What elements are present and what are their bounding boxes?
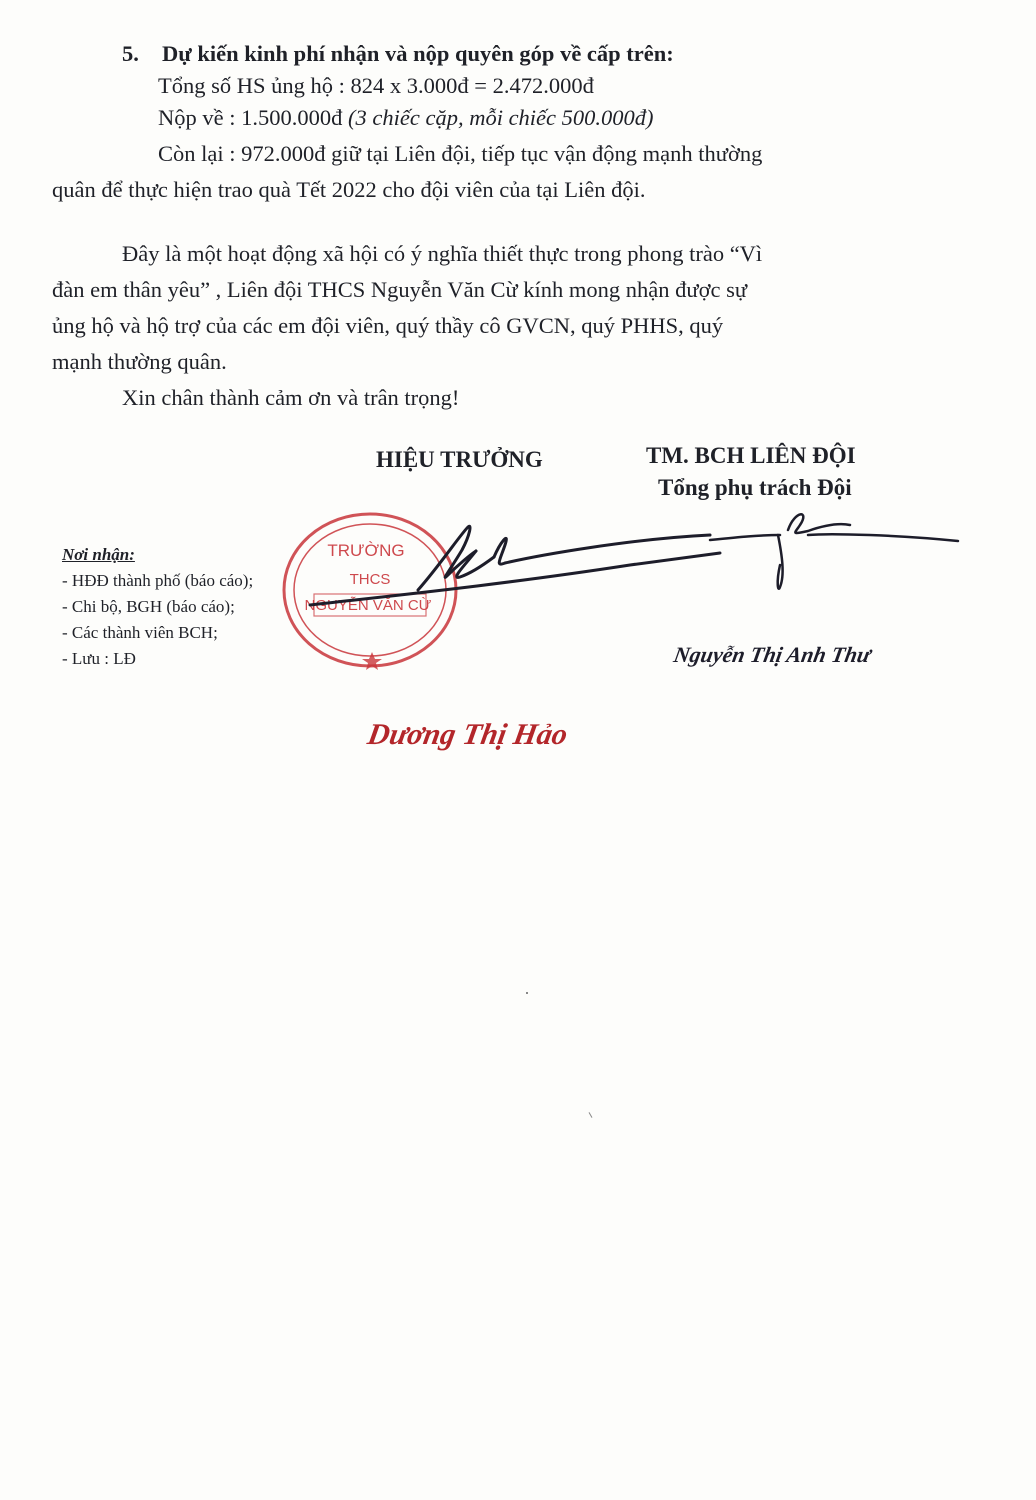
union-subtitle: Tổng phụ trách Đội (658, 475, 852, 500)
seal-text-school: TRƯỜNG (327, 541, 405, 560)
closing-paragraph-line-2: đàn em thân yêu” , Liên đội THCS Nguyễn Văn Cừ kính mong nhận được sự (52, 277, 748, 302)
thanks-line: Xin chân thành cảm ơn và trân trọng! (122, 385, 460, 410)
closing-paragraph-line-3: ủng hộ và hộ trợ của các em đội viên, quý thầy cô GVCN, quý PHHS, quý (52, 313, 724, 338)
scan-speck (589, 1112, 593, 1118)
principal-signature (300, 505, 740, 625)
union-signature (700, 505, 970, 595)
union-title: TM. BCH LIÊN ĐỘI (646, 443, 856, 468)
recipient-item: - HĐĐ thành phố (báo cáo); (62, 571, 254, 590)
closing-paragraph-line-4: mạnh thường quân. (52, 349, 227, 374)
closing-paragraph-line-1: Đây là một hoạt động xã hội có ý nghĩa thiết thực trong phong trào “Vì (122, 241, 763, 266)
submission-note: (3 chiếc cặp, mỗi chiếc 500.000đ) (348, 105, 654, 130)
submission-line (158, 104, 654, 132)
recipient-item: - Chi bộ, BGH (báo cáo); (62, 597, 235, 616)
total-support-line: Tổng số HS ủng hộ : 824 x 3.000đ = 2.472.000đ (158, 73, 594, 98)
seal-text-name: NGUYỄN VĂN CỪ (304, 597, 432, 614)
section-number: 5. (122, 41, 139, 66)
remaining-line-cont: quân để thực hiện trao quà Tết 2022 cho đội viên của tại Liên đội. (52, 177, 646, 202)
principal-name: Dương Thị Hảo (365, 718, 571, 751)
seal-text-level: THCS (349, 571, 391, 588)
section-heading (122, 40, 674, 68)
scan-speck (526, 992, 528, 994)
remaining-line: Còn lại : 972.000đ giữ tại Liên đội, tiếp tục vận động mạnh thường (158, 141, 763, 166)
union-leader-name: Nguyễn Thị Anh Thư (671, 642, 873, 667)
recipient-item: - Lưu : LĐ (62, 649, 136, 668)
recipients-title: Nơi nhận: (62, 545, 135, 564)
section-title: Dự kiến kinh phí nhận và nộp quyên góp về cấp trên: (162, 41, 674, 66)
submission-amount: Nộp về : 1.500.000đ (158, 105, 348, 130)
recipients-block (62, 542, 253, 672)
principal-title: HIỆU TRƯỞNG (376, 447, 543, 472)
recipient-item: - Các thành viên BCH; (62, 623, 218, 642)
